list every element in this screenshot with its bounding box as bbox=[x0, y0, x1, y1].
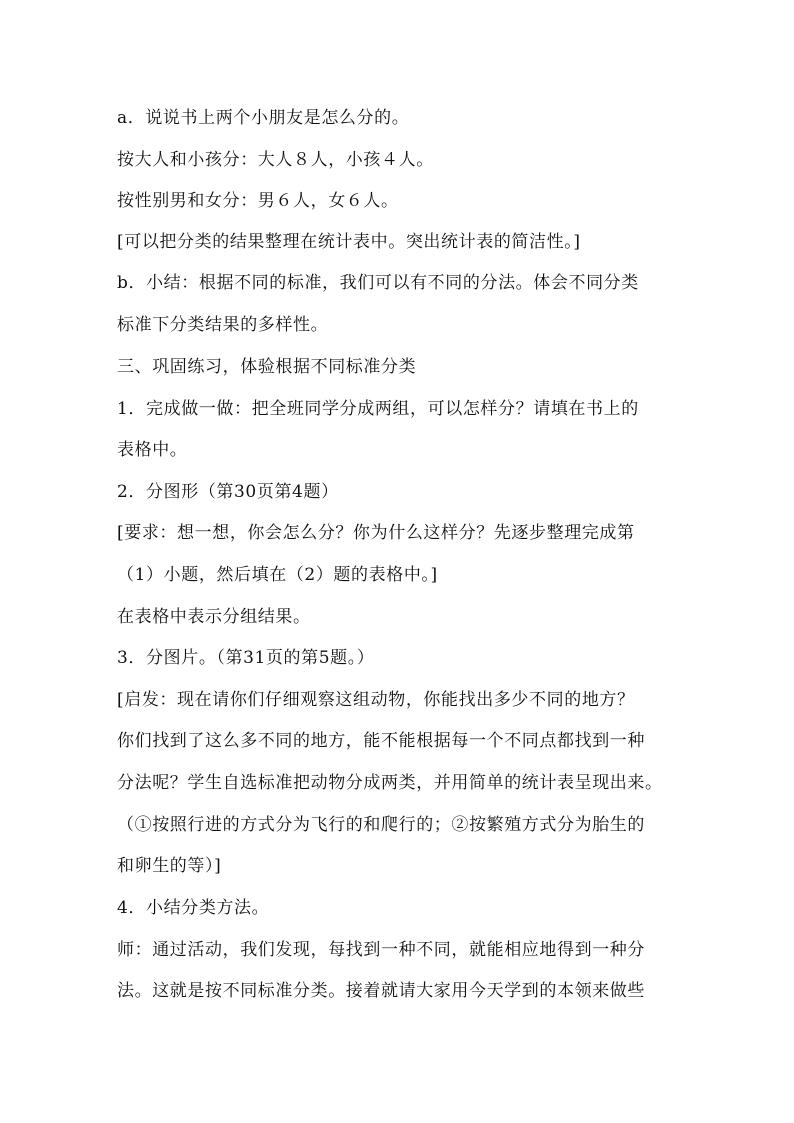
text-line: 在表格中表示分组结果。 bbox=[117, 607, 311, 627]
text-line: 按大人和小孩分：大人８人，小孩４人。 bbox=[117, 150, 434, 170]
text-line: 分法呢？学生自选标准把动物分成两类，并用简单的统计表呈现出来。 bbox=[117, 773, 663, 793]
text-line: 表格中。 bbox=[117, 440, 188, 460]
text-line: 4．小结分类方法。 bbox=[117, 898, 270, 918]
section-heading: 三、巩固练习，体验根据不同标准分类 bbox=[117, 357, 417, 377]
text-line: 你们找到了这么多不同的地方，能不能根据每一个不同点都找到一种 bbox=[117, 731, 645, 751]
text-line: [可以把分类的结果整理在统计表中。突出统计表的简洁性。] bbox=[117, 232, 581, 252]
text-line: （1）小题，然后填在（2）题的表格中。] bbox=[117, 565, 438, 585]
text-line: b．小结：根据不同的标准，我们可以有不同的分法。体会不同分类 bbox=[117, 273, 639, 293]
text-line: 1．完成做一做：把全班同学分成两组，可以怎样分？请填在书上的 bbox=[117, 399, 639, 419]
text-line: （①按照行进的方式分为飞行的和爬行的；②按繁殖方式分为胎生的 bbox=[117, 815, 645, 835]
text-line: 师：通过活动，我们发现，每找到一种不同，就能相应地得到一种分 bbox=[117, 940, 645, 960]
text-line: 2．分图形（第30页第4题） bbox=[117, 482, 339, 502]
text-line: 按性别男和女分：男６人，女６人。 bbox=[117, 191, 399, 211]
text-line: 标准下分类结果的多样性。 bbox=[117, 315, 329, 335]
text-line: 法。这就是按不同标准分类。接着就请大家用今天学到的本领来做些 bbox=[117, 981, 645, 1001]
text-line: a．说说书上两个小朋友是怎么分的。 bbox=[117, 108, 410, 128]
text-line: [启发：现在请你们仔细观察这组动物，你能找出多少不同的地方？ bbox=[117, 690, 635, 710]
text-line: 和卵生的等）] bbox=[117, 856, 222, 876]
text-line: 3．分图片。（第31页的第5题。） bbox=[117, 648, 375, 668]
text-line: [要求：想一想，你会怎么分？你为什么这样分？先逐步整理完成第 bbox=[117, 523, 635, 543]
